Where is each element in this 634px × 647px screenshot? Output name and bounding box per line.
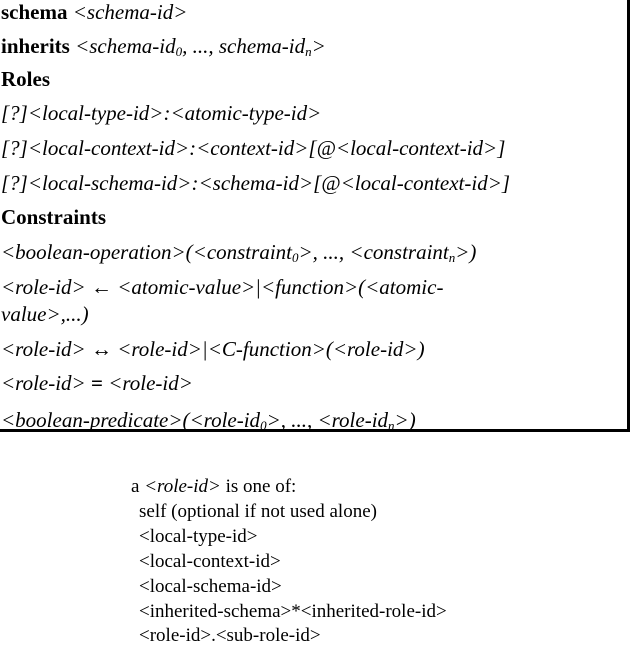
schema-id-arg: <schema-id>: [72, 0, 188, 24]
role-id-option: <local-context-id>: [139, 551, 281, 572]
role-id-option: self (optional if not used alone): [139, 501, 377, 522]
inherits-line: [1, 34, 326, 58]
constraint-assign-line-2: value>,...): [1, 302, 89, 326]
inherits-keyword: inherits: [1, 34, 70, 58]
role-id-note-intro: a <role-id> is one of:: [131, 476, 297, 497]
constraint-boolean-operation: <boolean-operation>(<constraint$_0$>, ..., <constraint$_n$>): [1, 240, 477, 265]
role-id-option: <local-schema-id>: [139, 576, 282, 597]
constraint-boolean-predicate: $<boolean-predicate>(<role-id_0>$, ..., $<role-id_n>$): [1, 408, 416, 433]
role-id-option: <local-type-id>: [139, 526, 258, 547]
role-id-option: <role-id>.<sub-role-id>: [139, 625, 321, 646]
constraint-bidirectional: <role-id> ↔ <role-id>|<C-function>(<role-id>): [1, 337, 425, 361]
role-id-option: <inherited-schema>*<inherited-role-id>: [139, 601, 447, 622]
role-line: [?]<local-schema-id>:<schema-id>[@<local-context-id>]: [1, 171, 511, 195]
role-line: [?]<local-context-id>:<context-id>[@<local-context-id>]: [1, 136, 506, 160]
schema-line: [1, 0, 187, 24]
constraint-equality: <role-id> = <role-id>: [1, 371, 193, 395]
constraints-heading: Constraints: [1, 205, 107, 229]
inherits-arg: $<schema-id_0$, ..., schema-$id_n>$: [75, 34, 326, 59]
constraint-assign-line-1: <role-id> ← <atomic-value>|<function>(<atomic-: [1, 275, 444, 299]
role-line: [?]<local-type-id>:<atomic-type-id>: [1, 101, 322, 125]
schema-keyword: schema: [1, 0, 68, 24]
roles-heading: Roles: [1, 67, 50, 91]
